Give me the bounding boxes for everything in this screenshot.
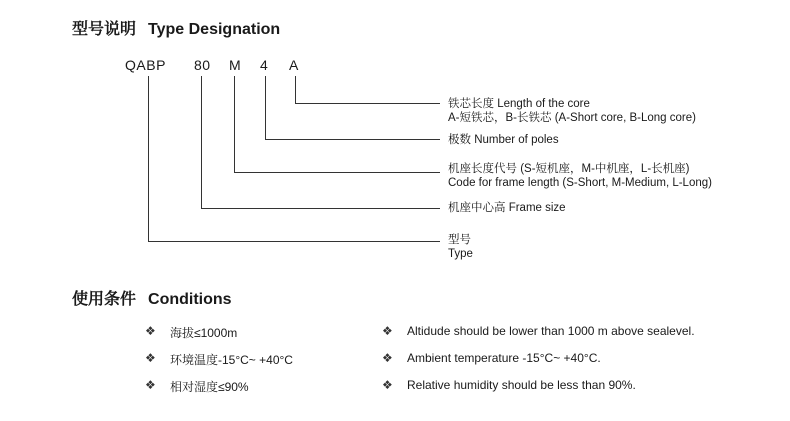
bullet-diamond-icon: ❖ [382,351,393,365]
desc-core-length-line1: 铁芯长度 Length of the core [448,98,590,110]
condition-en-temperature: Ambient temperature -15°C~ +40°C. [407,351,601,365]
bullet-diamond-icon: ❖ [145,378,156,392]
desc-poles [448,133,559,147]
desc-frame-length-line1: 机座长度代号 (S-短机座，M-中机座，L-长机座) [448,163,690,175]
condition-cn-humidity: 相对湿度≤90% [170,380,249,394]
bullet-diamond-icon: ❖ [145,351,156,365]
desc-core-length [448,97,696,125]
desc-type-line2: Type [448,248,473,260]
code-frame-size: 80 [194,57,211,73]
desc-poles-line1: 极数 Number of poles [448,134,559,146]
code-poles: 4 [260,57,269,73]
leader-line-core-length [296,76,441,104]
code-frame-length: M [229,57,242,73]
desc-type-line1: 型号 [448,234,471,246]
desc-frame-length [448,162,712,190]
leader-line-type [149,76,441,242]
desc-frame-size-line1: 机座中心高 Frame size [448,202,566,214]
condition-en-altitude: Altidude should be lower than 1000 m above sealevel. [407,324,695,338]
condition-cn-temperature: 环境温度-15°C~ +40°C [170,353,293,367]
conditions-heading-cn: 使用条件 [72,291,137,308]
type-designation-heading-en: Type Designation [148,21,281,38]
conditions-heading [72,286,232,309]
desc-type [448,233,473,261]
condition-en-humidity: Relative humidity should be less than 90%. [407,378,636,392]
conditions-heading-en: Conditions [148,291,232,308]
leader-line-frame-size [202,76,441,209]
code-series: QABP [125,57,166,73]
bullet-diamond-icon: ❖ [145,324,156,338]
code-core-length: A [289,57,299,73]
bullet-diamond-icon: ❖ [382,378,393,392]
desc-frame-size [448,201,566,215]
desc-frame-length-line2: Code for frame length (S-Short, M-Medium, L-Long) [448,177,712,189]
bullet-diamond-icon: ❖ [382,324,393,338]
condition-cn-altitude: 海拔≤1000m [170,326,238,340]
type-designation-heading-cn: 型号说明 [72,21,137,38]
leader-line-poles [266,76,441,140]
desc-core-length-line2: A-短铁芯，B-长铁芯 (A-Short core, B-Long core) [448,112,696,124]
